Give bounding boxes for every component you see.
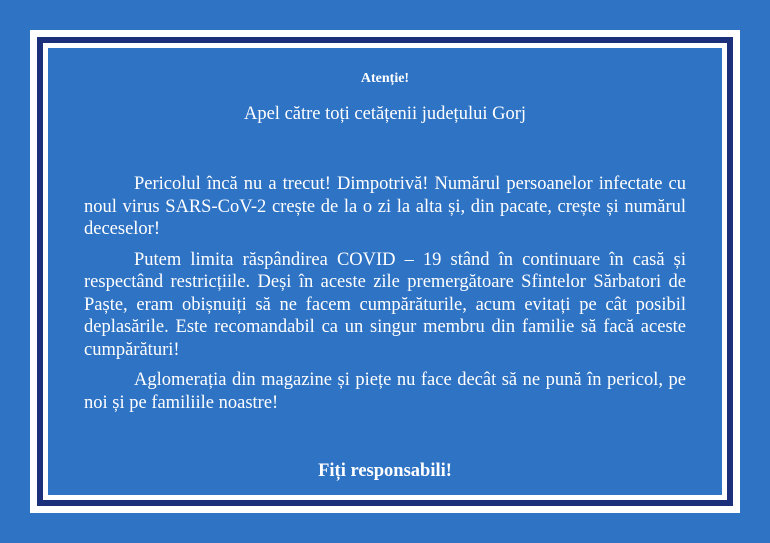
paragraph-crowding: Aglomerația din magazine și piețe nu face decât să ne pună în pericol, pe noi și pe familiile noastre!: [84, 370, 686, 413]
outer-white-border: [30, 30, 740, 513]
navy-border: [37, 37, 733, 506]
inner-white-border: [43, 43, 727, 500]
paragraph-limit-spread: Putem limita răspândirea COVID – 19 stând în continuare în casă și respectând restricțiile. Deși în aceste zile premergătoare Sfintelor Sărbatori de Paște, eram obișnuiți să ne facem cumpărăturile, acum evitați pe cât posibil deplasările. Este recomandabil ca un singur membru din familie să facă aceste cumpărături!: [84, 249, 686, 360]
notice-subtitle: Apel către toți cetățenii județului Gorj: [243, 104, 527, 124]
paragraph-danger: Pericolul încă nu a trecut! Dimpotrivă! Numărul persoanelor infectate cu noul virus SARS-CoV-2 crește de la o zi la alta și, din pacate, crește și numărul deceselor!: [84, 174, 686, 239]
notice-title: Atenție!: [360, 71, 410, 86]
notice-panel: [48, 48, 722, 495]
notice-body: [84, 173, 686, 422]
notice-closing: Fiți responsabili!: [318, 461, 452, 481]
